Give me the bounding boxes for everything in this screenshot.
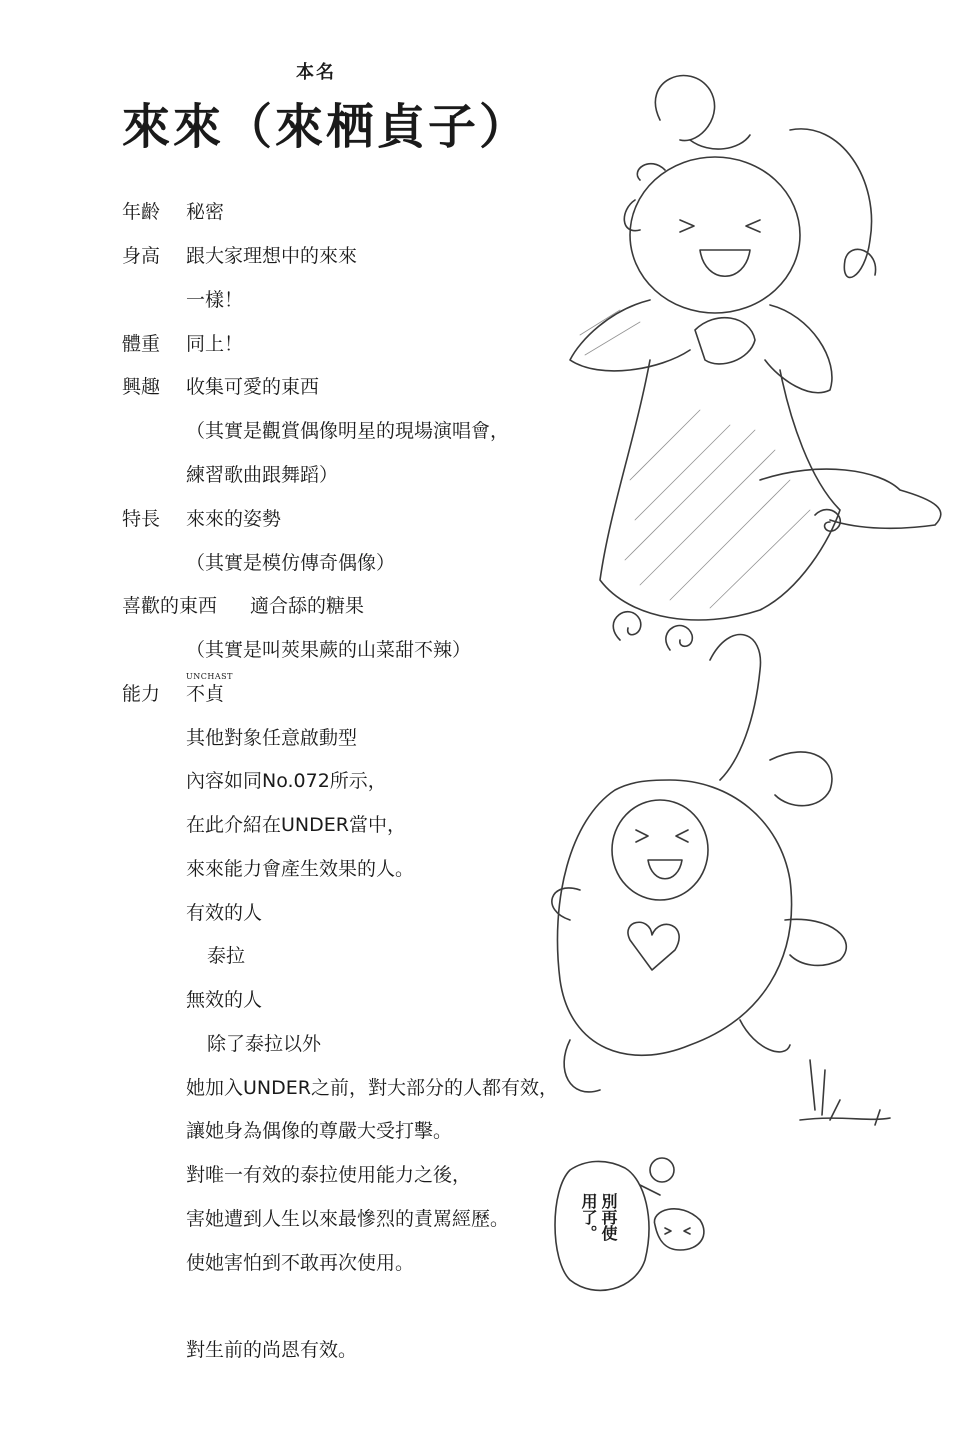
weight-value: 同上！ [186,333,244,355]
ability-line: 無效的人 [186,989,263,1011]
skill-value-1: 來來的姿勢 [186,508,282,530]
ability-line: 除了泰拉以外 [207,1033,322,1055]
ability-line: 有效的人 [186,902,263,924]
likes-value-1: 適合舔的糖果 [250,595,365,617]
girl-dress [600,360,840,620]
heart-mark [628,922,679,970]
ability-label: 能力 [122,683,161,705]
ability-line: 其他對象任意啟動型 [186,727,358,749]
closed-eye-left [680,220,694,232]
bunny-ear-right [770,752,832,806]
ability-ruby: UNCHAST [186,672,233,681]
bubble-text-2: 用了。 [579,1193,598,1241]
page-title: 來來（來栖貞子） [122,99,531,155]
hobby-value-3: 練習歌曲跟舞蹈） [186,464,339,486]
ability-line: 來來能力會產生效果的人。 [186,858,415,880]
title-ruby: 本名 [296,62,336,83]
girl-head [630,157,800,313]
ability-line: 使她害怕到不敢再次使用。 [186,1252,415,1274]
bunny-face [612,800,708,900]
ability-line: 內容如同No.072所示， [186,770,387,792]
likes-value-2: （其實是叫莢果蕨的山菜甜不辣） [186,639,472,661]
twin-tail [790,129,876,278]
weight-label: 體重 [122,333,161,355]
girl-torso [570,300,690,371]
age-value: 秘密 [186,201,225,223]
height-value-2: 一樣！ [186,289,244,311]
height-label: 身高 [122,245,161,267]
ability-line: 泰拉 [207,945,246,967]
character-sketch [540,60,955,1300]
ability-line: 她加入UNDER之前，對大部分的人都有效， [186,1077,558,1099]
heart-hands [695,318,755,364]
height-value-1: 跟大家理想中的來來 [186,245,358,267]
hair-bow [655,76,714,141]
hobby-label: 興趣 [122,376,161,398]
hobby-value-1: 收集可愛的東西 [186,376,320,398]
ability-line: 對唯一有效的泰拉使用能力之後， [186,1164,472,1186]
bubble-text-1: 別再使 [599,1193,618,1241]
skill-value-2: （其實是模仿傳奇偶像） [186,552,396,574]
bunny-body [557,780,791,1055]
chibi-character [654,1209,703,1250]
ability-line: 在此介紹在UNDER當中， [186,814,406,836]
ability-name: 不貞 [186,683,225,705]
closed-eye-right [746,220,760,232]
open-mouth [700,250,750,276]
bunny-ear-left [710,635,760,780]
hobby-value-2: （其實是觀賞偶像明星的現場演唱會， [186,420,510,442]
likes-label: 喜歡的東西 [122,595,218,617]
skill-label: 特長 [122,508,161,530]
ability-line: 害她遭到人生以來最慘烈的責罵經歷。 [186,1208,510,1230]
age-label: 年齡 [122,201,161,223]
ability-line: 讓她身為偶像的尊嚴大受打擊。 [186,1120,453,1142]
ability-line: 對生前的尚恩有效。 [186,1339,358,1361]
